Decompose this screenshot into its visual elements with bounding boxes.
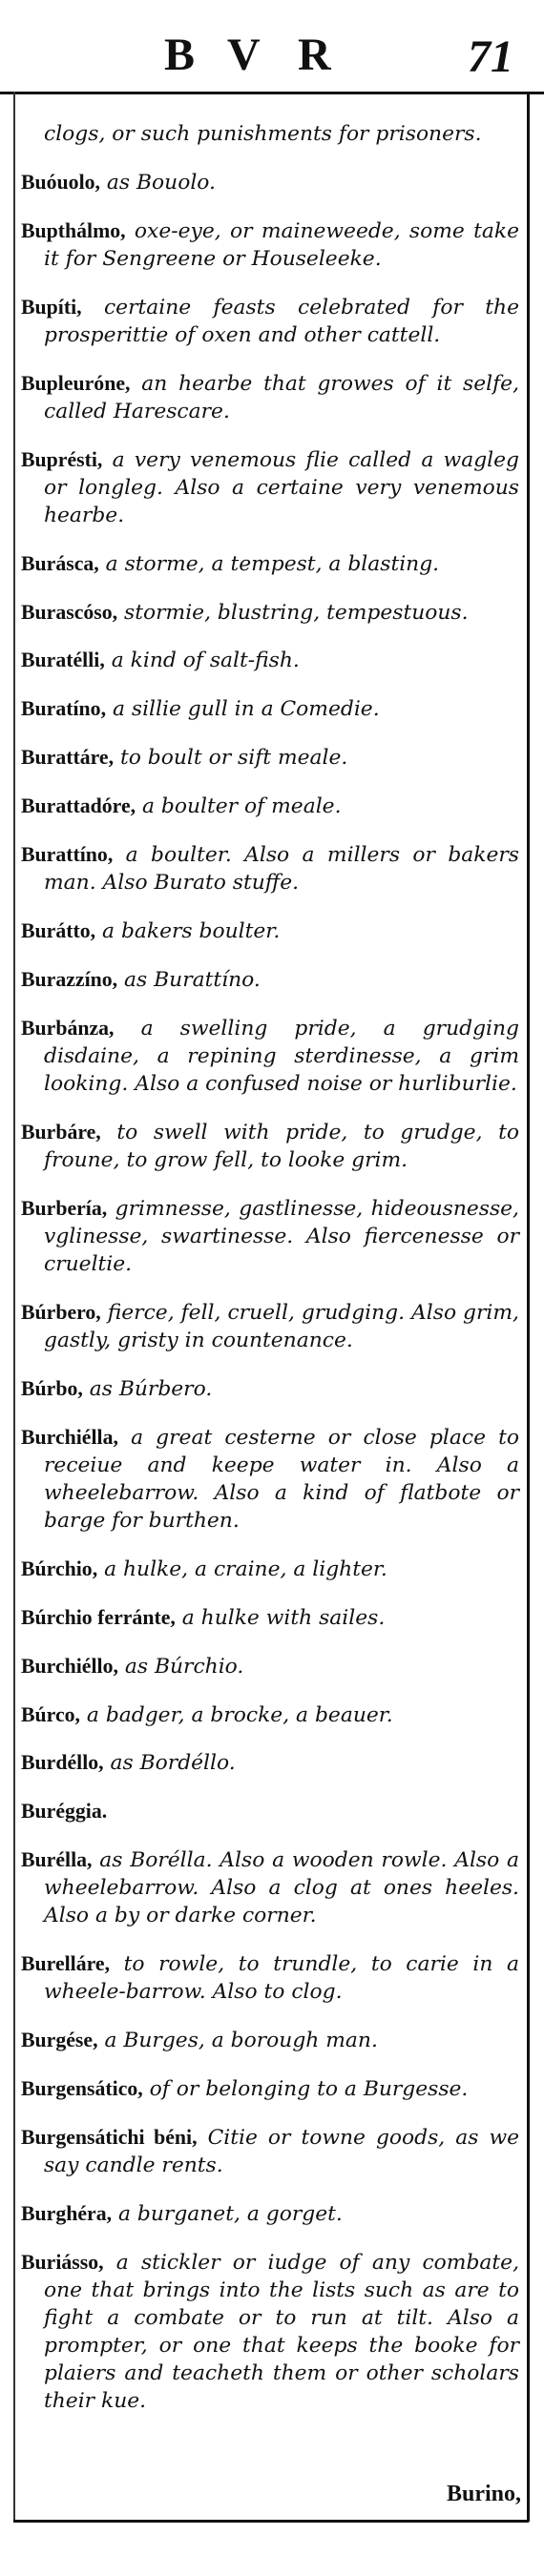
entry-definition: a hulke with sailes. — [175, 1605, 386, 1630]
dictionary-entry — [21, 2124, 519, 2179]
entry-headword: Burchiéllo, — [21, 1654, 118, 1678]
dictionary-entry — [21, 1604, 519, 1632]
entry-headword: Burgensático, — [21, 2077, 143, 2101]
dictionary-entry — [21, 1556, 519, 1583]
entry-definition: a stickler or iudge of any combate, one that brings into the lists such as are to fight a combate or to run at tilt. Also a prompter, or one that keeps the booke for plaiers and teacheth them or other scholars their kue. — [44, 2250, 519, 2414]
entry-headword: Burélla, — [21, 1848, 93, 1872]
entry-definition: a boulter of meale. — [136, 794, 342, 819]
dictionary-entry — [21, 744, 519, 772]
column-rule-right — [527, 92, 530, 2522]
entry-definition: as Bouolo. — [99, 170, 216, 195]
entry-definition: as Bordéllo. — [103, 1751, 236, 1776]
header-letter: R — [298, 30, 333, 80]
dictionary-entry — [21, 647, 519, 674]
dictionary-entry — [21, 550, 519, 578]
dictionary-entry — [21, 1015, 519, 1098]
dictionary-entry — [21, 370, 519, 425]
entry-headword: Buratíno, — [21, 697, 107, 721]
dictionary-entry — [21, 1299, 519, 1354]
entry-headword: Burazzíno, — [21, 967, 118, 991]
entry-headword: Buréggia. — [21, 1800, 108, 1824]
entry-definition: a kind of salt-fish. — [104, 649, 300, 673]
entry-definition: a badger, a brocke, a beauer. — [79, 1702, 393, 1727]
dictionary-entry — [21, 2027, 519, 2054]
entry-headword: Burátto, — [21, 918, 96, 942]
entry-headword: Bupleuróne, — [21, 371, 131, 395]
entry-headword: Bupthálmo, — [21, 218, 126, 242]
entry-definition: certaine feasts celebrated for the prosperittie of oxen and other cattell. — [44, 295, 519, 347]
entry-definition: stormie, blustring, tempestuous. — [117, 600, 469, 625]
entry-headword: Burbáre, — [21, 1120, 101, 1144]
dictionary-entry — [21, 294, 519, 349]
entry-headword: Burásca, — [21, 551, 99, 575]
dictionary-entry — [21, 841, 519, 896]
dictionary-entry — [21, 169, 519, 196]
entry-definition: grimnesse, gastlinesse, hideousnesse, vglinesse, swartinesse. Also fiercenesse or crueltie. — [44, 1196, 519, 1276]
dictionary-entry — [21, 446, 519, 529]
entry-definition: of or belonging to a Burgesse. — [142, 2077, 469, 2102]
running-header — [0, 0, 544, 92]
dictionary-entry — [21, 120, 519, 148]
dictionary-entry — [21, 966, 519, 994]
entry-definition: to boult or sift meale. — [114, 746, 348, 771]
header-letter: B — [164, 30, 198, 80]
dictionary-entry — [21, 1798, 519, 1825]
entry-definition: as Búrchio. — [117, 1654, 244, 1679]
dictionary-entry — [21, 1950, 519, 2006]
dictionary-entry — [21, 1701, 519, 1729]
entry-headword: Burattáre, — [21, 746, 115, 770]
entry-definition: a hulke, a craine, a lighter. — [97, 1556, 387, 1581]
dictionary-entry — [21, 1424, 519, 1535]
page-number: 71 — [468, 31, 513, 82]
entry-definition: as Búrbero. — [82, 1376, 213, 1401]
entry-headword: Burelláre, — [21, 1952, 111, 1976]
entry-headword: Burascóso, — [21, 600, 118, 624]
dictionary-entry — [21, 217, 519, 273]
entry-headword: Buprésti, — [21, 447, 103, 471]
entry-headword: Burdéllo, — [21, 1751, 104, 1775]
dictionary-entry — [21, 1375, 519, 1403]
catchword: Burino, — [446, 2482, 521, 2506]
entry-definition: Citie or towne goods, as we say candle rents. — [44, 2126, 520, 2178]
entry-headword: Buriásso, — [21, 2250, 104, 2274]
entry-definition: fierce, fell, cruell, grudging. Also grim, gastly, gristy in countenance. — [44, 1300, 519, 1352]
entry-definition: as Burattíno. — [117, 967, 261, 992]
entry-headword: Burchiélla, — [21, 1425, 118, 1449]
entry-definition: a boulter. Also a millers or bakers man. Also Burato stuffe. — [44, 842, 519, 896]
dictionary-entry — [21, 2249, 519, 2416]
entry-headword: Búrbero, — [21, 1300, 101, 1324]
header-letter: V — [227, 30, 262, 80]
dictionary-entry — [21, 917, 519, 945]
entry-headword: Buratélli, — [21, 649, 105, 672]
entry-definition: to rowle, to trundle, to carie in a wheele-barrow. Also to clog. — [44, 1952, 519, 2005]
entry-headword: Búrchio, — [21, 1556, 98, 1580]
column-rule-left — [13, 92, 15, 2522]
entry-definition: to swell with pride, to grudge, to froune, to grow fell, to looke grim. — [44, 1120, 519, 1172]
entry-headword: Burgése, — [21, 2029, 98, 2052]
entry-definition: a very venemous flie called a wagleg or longleg. Also a certaine very venemous hearbe. — [44, 447, 519, 527]
header-rule — [0, 92, 544, 94]
entry-definition: a swelling pride, a grudging disdaine, a repining sterdinesse, a grim looking. Also a confused noise or hurliburlie. — [44, 1016, 519, 1096]
footer-rule — [13, 2520, 529, 2523]
dictionary-entry — [21, 793, 519, 820]
entry-headword: Burbería, — [21, 1196, 108, 1220]
entry-headword: Bupíti, — [21, 295, 82, 319]
entry-headword: Buóuolo, — [21, 170, 100, 194]
dictionary-entry — [21, 1749, 519, 1777]
entry-headword: Burbánza, — [21, 1016, 115, 1040]
entry-headword: Burghéra, — [21, 2202, 113, 2226]
entry-headword: Burattíno, — [21, 842, 114, 866]
entry-definition: an hearbe that growes of it selfe, called Harescare. — [44, 371, 519, 423]
entry-headword: Búrbo, — [21, 1376, 83, 1400]
dictionary-entry — [21, 1119, 519, 1174]
entry-definition: a great cesterne or close place to receiue and keepe water in. Also a wheelebarrow. Also a kind of flatbote or barge for burthen. — [44, 1425, 519, 1534]
dictionary-entry — [21, 599, 519, 627]
dictionary-entry — [21, 1846, 519, 1929]
entry-definition: a bakers boulter. — [95, 918, 281, 943]
entry-headword: Búrchio ferránte, — [21, 1605, 176, 1629]
entry-headword: Burgensátichi béni, — [21, 2126, 198, 2150]
entry-definition: a Burges, a borough man. — [97, 2029, 378, 2053]
dictionary-entry — [21, 695, 519, 723]
dictionary-entry — [21, 1195, 519, 1278]
entry-definition: as Borélla. Also a wooden rowle. Also a wheelebarrow. Also a clog at ones heeles. Also a by or darke corner. — [44, 1848, 519, 1928]
entry-definition: clogs, or such punishments for prisoners. — [44, 121, 482, 146]
entry-headword: Burattadóre, — [21, 794, 136, 818]
entry-definition: oxe-eye, or maineweede, some take it for Sengreene or Houseleeke. — [44, 218, 519, 271]
dictionary-entry — [21, 1653, 519, 1680]
dictionary-entry — [21, 2200, 519, 2228]
dictionary-column — [21, 99, 519, 2423]
entry-definition: a storme, a tempest, a blasting. — [98, 551, 440, 576]
dictionary-entry — [21, 2075, 519, 2103]
entry-definition: a sillie gull in a Comedie. — [106, 697, 380, 722]
entry-headword: Búrco, — [21, 1702, 80, 1726]
entry-definition: a burganet, a gorget. — [112, 2202, 343, 2227]
